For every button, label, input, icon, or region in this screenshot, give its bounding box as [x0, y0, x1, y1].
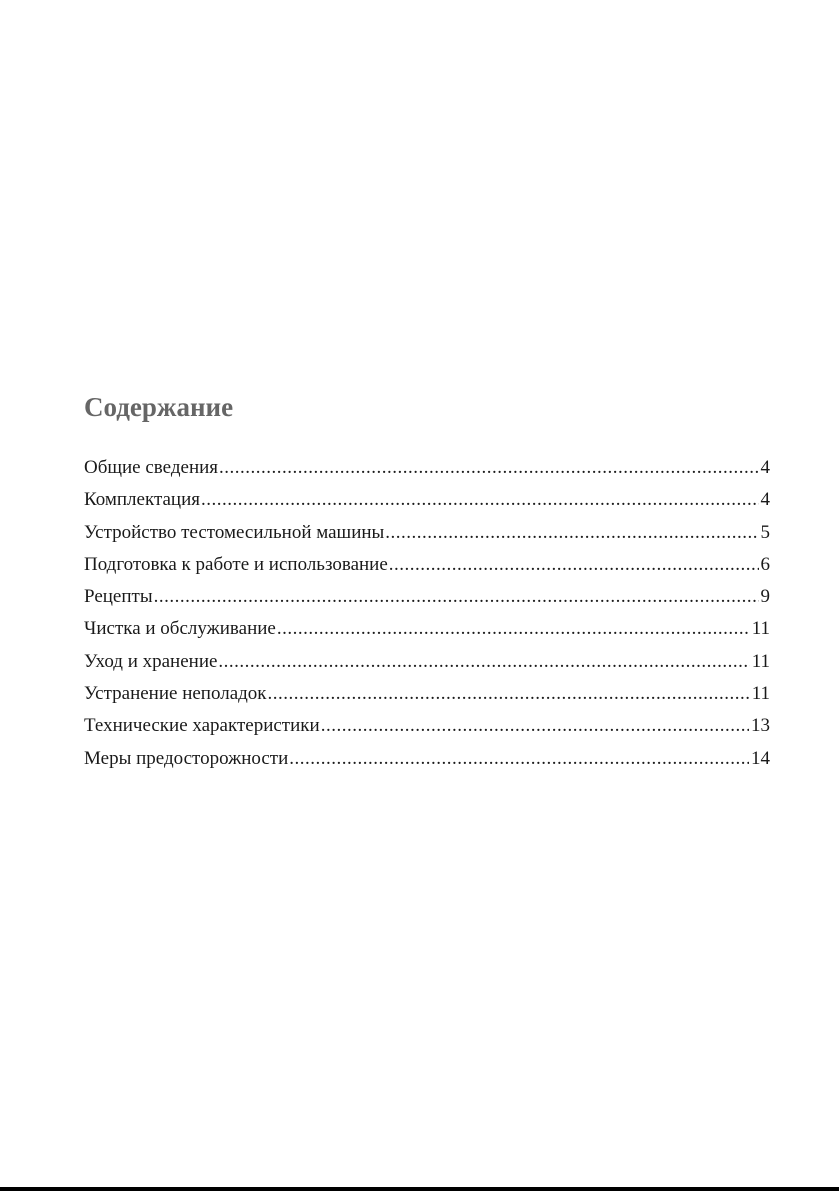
toc-entry-label: Комплектация: [84, 489, 200, 511]
toc-entry-page: 11: [751, 650, 770, 672]
toc-entry-label: Устранение неполадок: [84, 683, 267, 705]
dot-leader: [321, 710, 749, 742]
page-bottom-rule: [0, 1187, 839, 1191]
toc-entry-label: Технические характеристики: [84, 715, 320, 737]
toc-entry-page: 13: [751, 715, 770, 737]
dot-leader: [389, 549, 759, 581]
dot-leader: [385, 517, 758, 549]
toc-entry-label: Рецепты: [84, 586, 153, 608]
toc-entry-page: 5: [760, 521, 770, 543]
toc-entry-cleaning[interactable]: [84, 613, 770, 645]
toc-entry-label: Чистка и обслуживание: [84, 618, 276, 640]
toc-entry-page: 4: [760, 489, 770, 511]
dot-leader: [154, 581, 759, 613]
toc-entry-label: Меры предосторожности: [84, 747, 289, 769]
toc-entry-page: 6: [760, 553, 770, 575]
toc-entry-page: 11: [751, 683, 770, 705]
toc-entry-page: 11: [751, 618, 770, 640]
toc-entry-care-and-storage[interactable]: [84, 646, 770, 678]
toc-entry-device-structure[interactable]: [84, 517, 770, 549]
toc-entry-specifications[interactable]: [84, 710, 770, 742]
toc-entry-label: Общие сведения: [84, 457, 219, 478]
dot-leader: [218, 646, 749, 678]
dot-leader: [268, 678, 750, 710]
toc-entry-recipes[interactable]: [84, 581, 770, 613]
toc-entry-page: 4: [760, 457, 770, 478]
toc-entry-label: Устройство тестомесильной машины: [84, 521, 385, 543]
dot-leader: [277, 613, 750, 645]
toc-entry-label: Уход и хранение: [84, 650, 218, 672]
toc-entry-label: Подготовка к работе и использование: [84, 553, 388, 575]
table-of-contents: [84, 452, 770, 775]
dot-leader: [201, 484, 759, 516]
toc-entry-safety-precautions[interactable]: [84, 743, 770, 775]
dot-leader: [219, 452, 758, 484]
toc-entry-general-info[interactable]: [84, 452, 770, 484]
toc-entry-preparation-and-use[interactable]: [84, 549, 770, 581]
toc-entry-troubleshooting[interactable]: [84, 678, 770, 710]
toc-entry-page: 14: [751, 747, 770, 769]
page-title: Содержание: [84, 392, 234, 422]
dot-leader: [289, 743, 749, 775]
toc-entry-page: 9: [760, 586, 770, 608]
toc-entry-package-contents[interactable]: [84, 484, 770, 516]
